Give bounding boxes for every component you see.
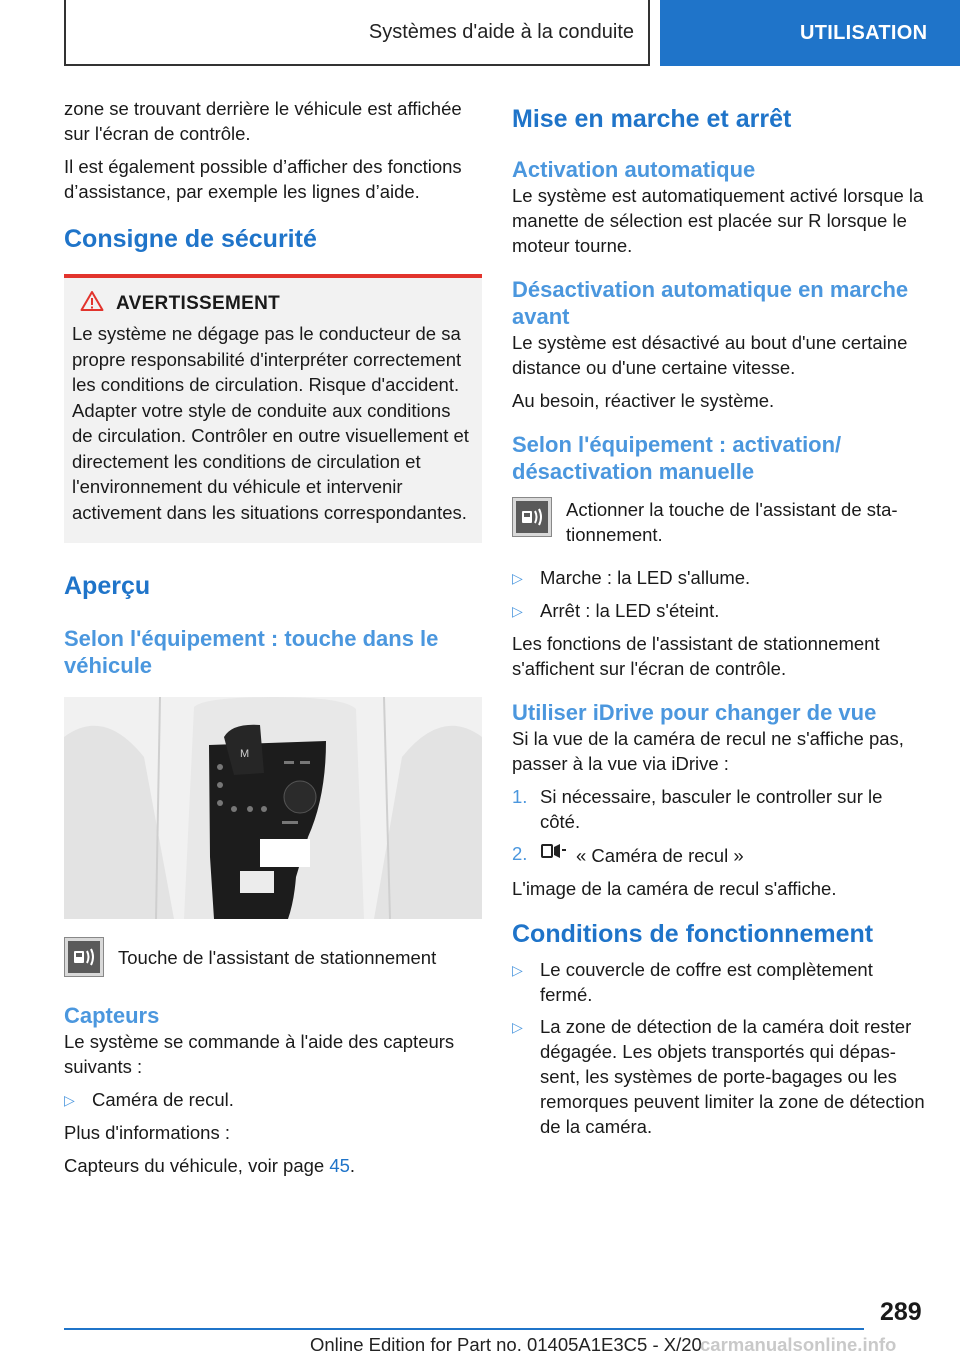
step-item: 1. Si nécessaire, basculer le controller sur le côté. — [512, 786, 883, 832]
watermark: carmanualsonline.info — [700, 1334, 897, 1355]
icon-caption: Touche de l'assistant de stationnement — [118, 947, 437, 968]
list-item: ▷ Marche : la LED s'allume. — [512, 565, 926, 591]
sensors-text: Le système se commande à l'aide des capteurs suivants : — [64, 1031, 455, 1077]
center-console-photo — [64, 697, 482, 919]
intro-paragraph-2: Il est également possible d’afficher des fonctions d’assistance, par exemple les lignes d’aide. — [64, 156, 462, 202]
bullet-triangle-icon: ▷ — [64, 1092, 75, 1108]
park-distance-control-icon — [64, 937, 104, 977]
reactivate-text: Au besoin, réactiver le système. — [512, 390, 775, 411]
warning-label: AVERTISSEMENT — [116, 292, 281, 314]
edition-footer: Online Edition for Part no. 01405A1E3C5 - X/20 — [310, 1334, 702, 1355]
header-chapter-tab — [660, 0, 960, 66]
warning-box — [64, 278, 482, 543]
header-chapter-title: UTILISATION — [800, 21, 928, 44]
bullet-triangle-icon: ▷ — [512, 962, 523, 978]
manual-text: Actionner la touche de l'assistant de stationnement. — [566, 499, 898, 545]
step-item: 2. « Caméra de recul » — [512, 841, 926, 869]
gear-selector-brand-label: M — [240, 748, 250, 760]
intro-paragraph-1: zone se trouvant derrière le véhicule est affichée sur l'écran de contrôle. — [64, 98, 462, 144]
right-column — [512, 96, 926, 1146]
list-item: ▷ Arrêt : la LED s'éteint. — [512, 598, 926, 624]
button-location-heading: Selon l'équipement : touche dans le véhicule — [64, 626, 439, 678]
footer-rule — [64, 1328, 864, 1330]
auto-activation-heading: Activation automatique — [512, 157, 756, 182]
park-distance-control-icon — [512, 497, 552, 537]
page-link[interactable]: 45 — [329, 1155, 350, 1176]
more-info-label: Plus d'informations : — [64, 1122, 230, 1143]
cross-reference: Capteurs du véhicule, voir page 45. — [64, 1155, 356, 1176]
auto-deactivation-text: Le système est désactivé au bout d'une certaine distance ou d'une certaine vitesse. — [512, 332, 908, 378]
page-number: 289 — [880, 1298, 922, 1326]
functions-text: Les fonctions de l'assistant de stationnement s'affichent sur l'écran de contrôle. — [512, 633, 880, 679]
auto-deactivation-heading: Désactivation automatique en marche avant — [512, 277, 909, 329]
header-section-box — [64, 0, 650, 66]
bullet-triangle-icon: ▷ — [512, 603, 523, 619]
left-column — [64, 96, 482, 1186]
header-section-title: Systèmes d'aide à la conduite — [368, 20, 634, 43]
result-text: L'image de la caméra de recul s'affiche. — [512, 878, 837, 899]
list-item: ▷ Caméra de recul. — [64, 1087, 482, 1113]
rear-camera-icon — [540, 841, 568, 869]
warning-triangle-icon — [80, 290, 104, 317]
main-heading: Mise en marche et arrêt — [512, 105, 792, 133]
idrive-text: Si la vue de la caméra de recul ne s'affiche pas, passer à la vue via iDrive : — [512, 728, 904, 774]
bullet-triangle-icon: ▷ — [512, 1019, 523, 1035]
auto-activation-text: Le système est automatiquement activé lorsque la manette de sélection est placée sur R lorsque le moteur tourne. — [512, 185, 924, 256]
list-item: ▷ Le couvercle de coffre est complètement fermé. — [512, 959, 873, 1005]
bullet-triangle-icon: ▷ — [512, 570, 523, 586]
safety-heading: Consigne de sécurité — [64, 225, 317, 253]
sensors-heading: Capteurs — [64, 1003, 160, 1028]
overview-heading: Aperçu — [64, 572, 151, 600]
idrive-heading: Utiliser iDrive pour changer de vue — [512, 700, 877, 725]
conditions-heading: Conditions de fonctionnement — [512, 920, 874, 948]
warning-text: Le système ne dégage pas le conducteur de sa propre responsabilité d'interpréter correctement les conditions de circulation. Risque d'accident. Adapter votre style de conduite aux conditions de circulation. Contrôler en outre visuellement et directement les conditions de circulation et l'environnement du véhicule et intervenir activement dans les situations correspondantes. — [72, 323, 469, 523]
list-item: ▷ La zone de détection de la caméra doit rester dégagée. Les objets transportés qui dépassent, les systèmes de porte-bagages ou les remorques peuvent limiter la zone de détection de la caméra. — [512, 1016, 925, 1137]
manual-heading: Selon l'équipement : activation/ désactivation manuelle — [512, 432, 842, 484]
